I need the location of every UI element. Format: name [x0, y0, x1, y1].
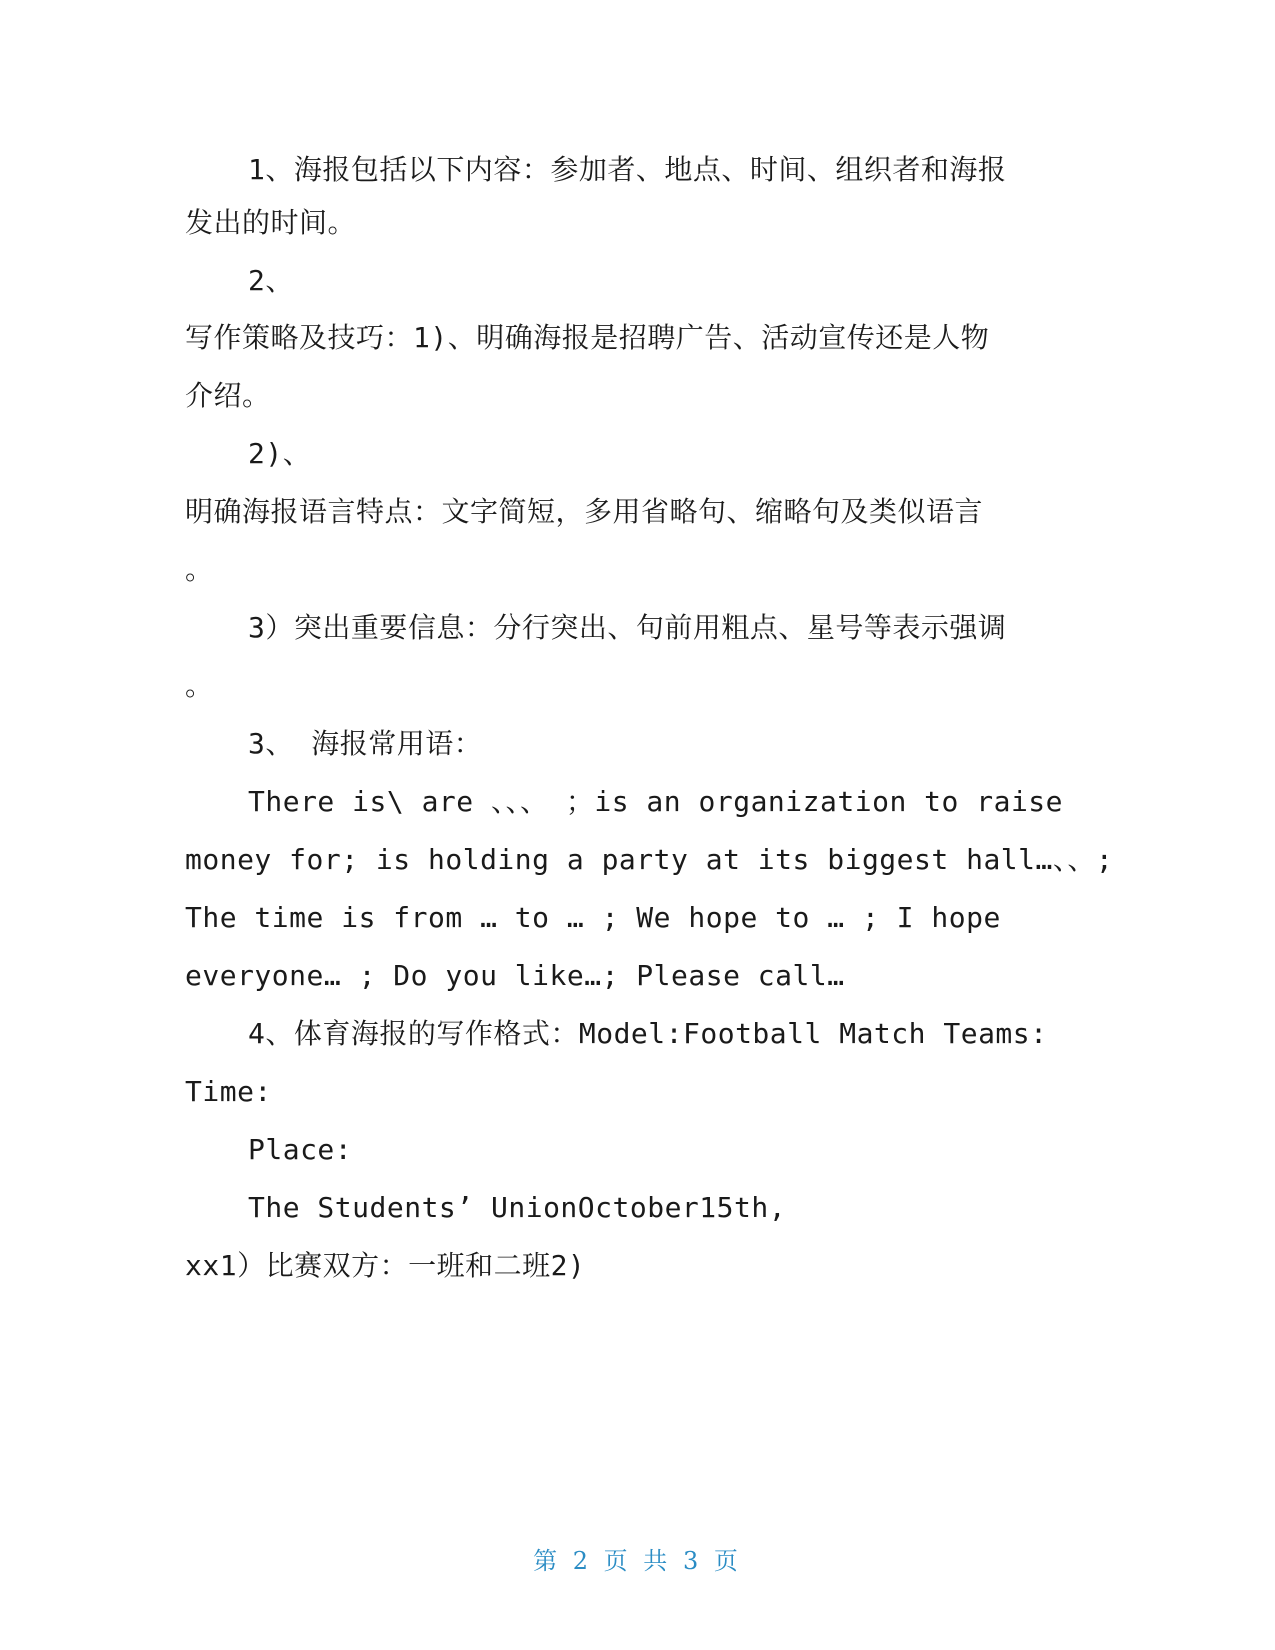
paragraph-line: 2)、: [248, 437, 312, 470]
paragraph-line: 3）突出重要信息：分行突出、句前用粗点、星号等表示强调: [248, 611, 1007, 644]
paragraph-line: money for; is holding a party at its biggest hall…、、;: [185, 843, 1114, 876]
paragraph-line: Place:: [248, 1133, 353, 1166]
page-number-footer: 第 2 页 共 3 页: [533, 1547, 742, 1575]
paragraph-line: 写作策略及技巧：1)、明确海报是招聘广告、活动宣传还是人物: [185, 321, 990, 354]
paragraph-line: 。: [185, 669, 214, 702]
paragraph-line: 发出的时间。: [185, 206, 357, 239]
paragraph-line: 明确海报语言特点：文字简短，多用省略句、缩略句及类似语言: [185, 495, 984, 528]
paragraph-line: everyone… ; Do you like…; Please call…: [185, 959, 845, 992]
paragraph-line: xx1）比赛双方：一班和二班2): [185, 1249, 586, 1282]
paragraph-line: 4、体育海报的写作格式：Model:Football Match Teams:: [248, 1017, 1048, 1050]
paragraph-line: Time:: [185, 1075, 272, 1108]
paragraph-line: 2、: [248, 264, 294, 297]
paragraph-line: 。: [185, 553, 214, 586]
paragraph-line: 3、 海报常用语：: [248, 727, 483, 760]
paragraph-line: There is\ are 、、、 ；is an organization to raise: [248, 785, 1064, 818]
paragraph-line: 1、海报包括以下内容：参加者、地点、时间、组织者和海报: [248, 153, 1007, 186]
paragraph-line: 介绍。: [185, 379, 271, 412]
paragraph-line: The time is from … to … ; We hope to … ; I hope: [185, 901, 1001, 934]
paragraph-line: The Students’ UnionOctober15th,: [248, 1191, 787, 1224]
